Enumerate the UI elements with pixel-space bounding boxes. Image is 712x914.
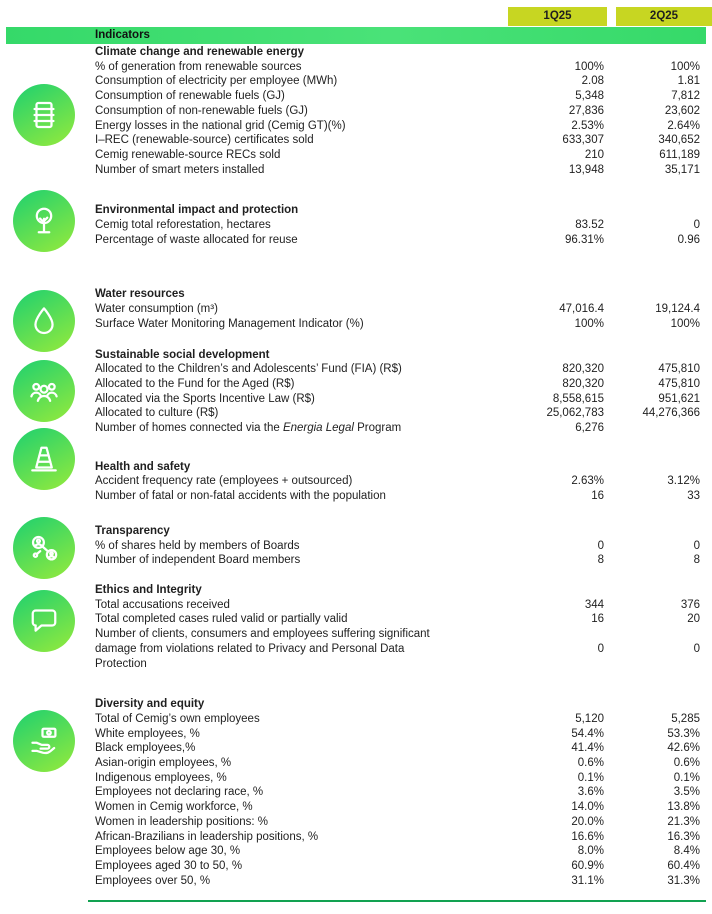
indicator-row bbox=[95, 474, 712, 489]
indicator-row bbox=[95, 377, 712, 392]
value-1q25: 41.4% bbox=[571, 742, 604, 755]
value-2q25: 35,171 bbox=[664, 163, 700, 176]
indicator-row bbox=[95, 844, 712, 859]
indicator-label: Consumption of renewable fuels (GJ) bbox=[95, 90, 285, 103]
indicator-label: Number of clients, consumers and employees suffering significant damage from violations related to Privacy and Personal Data Protection bbox=[95, 628, 430, 670]
hand-money-icon bbox=[13, 710, 75, 772]
value-2q25: 19,124.4 bbox=[655, 303, 700, 316]
water-drop-icon bbox=[13, 290, 75, 352]
indicator-label: Women in leadership positions: % bbox=[95, 815, 269, 828]
value-1q25: 47,016.4 bbox=[559, 303, 604, 316]
value-2q25: 42.6% bbox=[667, 742, 700, 755]
value-1q25: 16 bbox=[591, 613, 604, 626]
value-1q25: 2.08 bbox=[581, 75, 604, 88]
value-2q25: 475,810 bbox=[658, 377, 700, 390]
indicator-label: Cemig renewable-source RECs sold bbox=[95, 148, 281, 161]
value-2q25: 475,810 bbox=[658, 363, 700, 376]
section-heading: Water resources bbox=[95, 288, 185, 301]
value-2q25: 2.64% bbox=[667, 119, 700, 132]
indicator-label: Number of homes connected via the Energia Legal Program bbox=[95, 422, 402, 435]
section-heading: Diversity and equity bbox=[95, 698, 205, 711]
value-1q25: 16 bbox=[591, 490, 604, 503]
indicator-row bbox=[95, 859, 712, 874]
value-1q25: 60.9% bbox=[571, 859, 604, 872]
indicator-label: Energy losses in the national grid (Cemig GT)(%) bbox=[95, 119, 346, 132]
indicator-row bbox=[95, 489, 712, 504]
indicator-label: % of generation from renewable sources bbox=[95, 60, 302, 73]
indicator-row bbox=[95, 317, 712, 332]
indicator-label: Total completed cases ruled valid or partially valid bbox=[95, 613, 348, 626]
section-heading: Environmental impact and protection bbox=[95, 204, 299, 217]
indicator-label: Employees aged 30 to 50, % bbox=[95, 859, 243, 872]
board-network-icon bbox=[13, 517, 75, 579]
indicator-label: Allocated via the Sports Incentive Law (R$) bbox=[95, 392, 315, 405]
value-1q25: 210 bbox=[584, 148, 604, 161]
indicators-label: Indicators bbox=[95, 29, 150, 42]
value-1q25: 5,120 bbox=[575, 712, 604, 725]
value-1q25: 0.6% bbox=[577, 757, 604, 770]
value-1q25: 83.52 bbox=[575, 219, 604, 232]
indicator-label: Total accusations received bbox=[95, 598, 230, 611]
indicator-row bbox=[95, 302, 712, 317]
indicators-table bbox=[95, 45, 712, 888]
indicator-label: Total of Cemig’s own employees bbox=[95, 712, 260, 725]
indicator-row bbox=[95, 741, 712, 756]
value-1q25: 54.4% bbox=[571, 727, 604, 740]
indicator-label: African-Brazilians in leadership positions, % bbox=[95, 830, 319, 843]
value-2q25: 23,602 bbox=[664, 104, 700, 117]
section-6 bbox=[95, 524, 712, 568]
value-1q25: 16.6% bbox=[571, 830, 604, 843]
indicator-row bbox=[95, 874, 712, 889]
indicator-row bbox=[95, 712, 712, 727]
value-2q25: 44,276,366 bbox=[642, 407, 700, 420]
indicator-row bbox=[95, 133, 712, 148]
value-1q25: 2.53% bbox=[571, 119, 604, 132]
indicator-row bbox=[95, 756, 712, 771]
value-2q25: 7,812 bbox=[671, 90, 700, 103]
section-2 bbox=[95, 203, 712, 247]
value-1q25: 96.31% bbox=[564, 233, 604, 246]
value-2q25: 8 bbox=[693, 554, 700, 567]
indicator-row bbox=[95, 800, 712, 815]
indicator-row bbox=[95, 771, 712, 786]
indicator-label: Accident frequency rate (employees + outsourced) bbox=[95, 475, 353, 488]
indicator-row bbox=[95, 60, 712, 75]
traffic-cone-icon bbox=[13, 428, 75, 490]
indicator-row bbox=[95, 233, 712, 248]
indicator-row bbox=[95, 785, 712, 800]
value-2q25: 5,285 bbox=[671, 712, 700, 725]
indicator-row bbox=[95, 119, 712, 134]
value-2q25: 1.81 bbox=[677, 75, 700, 88]
value-2q25: 0.6% bbox=[673, 757, 700, 770]
indicator-label: Percentage of waste allocated for reuse bbox=[95, 233, 298, 246]
indicator-label: Water consumption (m³) bbox=[95, 303, 218, 316]
table-bottom-border bbox=[88, 900, 706, 902]
value-2q25: 100% bbox=[670, 317, 700, 330]
value-1q25: 2.63% bbox=[571, 475, 604, 488]
value-1q25: 14.0% bbox=[571, 801, 604, 814]
value-1q25: 633,307 bbox=[562, 134, 604, 147]
indicator-row bbox=[95, 421, 712, 436]
indicator-label: Asian-origin employees, % bbox=[95, 757, 232, 770]
value-2q25: 951,621 bbox=[658, 392, 700, 405]
value-2q25: 60.4% bbox=[667, 859, 700, 872]
indicator-label: I–REC (renewable-source) certificates sold bbox=[95, 134, 314, 147]
value-2q25: 31.3% bbox=[667, 874, 700, 887]
value-1q25: 6,276 bbox=[575, 422, 604, 435]
indicator-row bbox=[95, 598, 712, 613]
section-4 bbox=[95, 348, 712, 436]
speech-bubble-icon bbox=[13, 590, 75, 652]
section-heading: Transparency bbox=[95, 524, 170, 537]
value-2q25: 21.3% bbox=[667, 815, 700, 828]
indicator-label: Employees below age 30, % bbox=[95, 845, 241, 858]
value-2q25: 100% bbox=[670, 60, 700, 73]
column-header-2q25: 2Q25 bbox=[616, 7, 712, 26]
value-1q25: 13,948 bbox=[568, 163, 604, 176]
tree-icon bbox=[13, 190, 75, 252]
indicator-row bbox=[95, 406, 712, 421]
indicator-label: Indigenous employees, % bbox=[95, 771, 227, 784]
value-2q25: 53.3% bbox=[667, 727, 700, 740]
value-1q25: 31.1% bbox=[571, 874, 604, 887]
value-2q25: 0.1% bbox=[673, 771, 700, 784]
value-1q25: 100% bbox=[574, 317, 604, 330]
indicator-label: % of shares held by members of Boards bbox=[95, 539, 300, 552]
value-2q25: 3.12% bbox=[667, 475, 700, 488]
section-heading: Health and safety bbox=[95, 460, 191, 473]
value-2q25: 376 bbox=[680, 598, 700, 611]
value-2q25: 611,189 bbox=[659, 148, 700, 161]
value-1q25: 0 bbox=[597, 642, 604, 655]
indicator-row bbox=[95, 148, 712, 163]
indicator-row bbox=[95, 727, 712, 742]
value-1q25: 0 bbox=[597, 539, 604, 552]
value-1q25: 8,558,615 bbox=[552, 392, 604, 405]
indicator-row bbox=[95, 830, 712, 845]
indicator-row bbox=[95, 163, 712, 178]
section-1 bbox=[95, 45, 712, 177]
section-7 bbox=[95, 583, 712, 671]
indicator-label: Allocated to the Children’s and Adolescents’ Fund (FIA) (R$) bbox=[95, 363, 402, 376]
indicator-label: Allocated to the Fund for the Aged (R$) bbox=[95, 377, 295, 390]
indicator-row bbox=[95, 627, 712, 671]
indicator-label: White employees, % bbox=[95, 727, 200, 740]
value-1q25: 8 bbox=[597, 554, 604, 567]
value-1q25: 100% bbox=[574, 60, 604, 73]
indicator-row bbox=[95, 74, 712, 89]
indicator-row bbox=[95, 612, 712, 627]
indicator-row bbox=[95, 362, 712, 377]
value-1q25: 20.0% bbox=[571, 815, 604, 828]
section-5 bbox=[95, 460, 712, 504]
value-1q25: 344 bbox=[584, 598, 604, 611]
indicator-row bbox=[95, 539, 712, 554]
indicator-label: Cemig total reforestation, hectares bbox=[95, 219, 271, 232]
value-2q25: 13.8% bbox=[667, 801, 700, 814]
indicator-row bbox=[95, 89, 712, 104]
indicator-label: Number of fatal or non-fatal accidents with the population bbox=[95, 490, 386, 503]
indicator-row bbox=[95, 104, 712, 119]
indicator-label: Allocated to culture (R$) bbox=[95, 407, 219, 420]
indicator-row bbox=[95, 553, 712, 568]
value-2q25: 20 bbox=[687, 613, 700, 626]
value-1q25: 3.6% bbox=[577, 786, 604, 799]
value-1q25: 27,836 bbox=[568, 104, 604, 117]
indicator-row bbox=[95, 815, 712, 830]
value-1q25: 8.0% bbox=[577, 845, 604, 858]
value-2q25: 33 bbox=[687, 490, 700, 503]
value-2q25: 3.5% bbox=[673, 786, 700, 799]
indicators-header-bar bbox=[6, 27, 706, 44]
indicator-label: Consumption of electricity per employee (MWh) bbox=[95, 75, 338, 88]
column-header-1q25: 1Q25 bbox=[508, 7, 607, 26]
value-1q25: 25,062,783 bbox=[546, 407, 604, 420]
section-8 bbox=[95, 697, 712, 888]
indicator-label: Employees not declaring race, % bbox=[95, 786, 264, 799]
people-group-icon bbox=[13, 360, 75, 422]
section-heading: Sustainable social development bbox=[95, 348, 270, 361]
value-2q25: 0 bbox=[693, 642, 700, 655]
value-1q25: 5,348 bbox=[575, 90, 604, 103]
indicator-label: Number of smart meters installed bbox=[95, 163, 265, 176]
indicator-label: Employees over 50, % bbox=[95, 874, 211, 887]
value-1q25: 820,320 bbox=[562, 363, 604, 376]
indicator-label: Women in Cemig workforce, % bbox=[95, 801, 253, 814]
section-heading: Climate change and renewable energy bbox=[95, 46, 304, 58]
value-2q25: 0 bbox=[693, 539, 700, 552]
value-2q25: 340,652 bbox=[658, 134, 700, 147]
value-2q25: 0.96 bbox=[677, 233, 700, 246]
value-2q25: 8.4% bbox=[673, 845, 700, 858]
indicator-row bbox=[95, 392, 712, 407]
section-3 bbox=[95, 287, 712, 331]
oil-barrel-icon bbox=[13, 84, 75, 146]
section-heading: Ethics and Integrity bbox=[95, 583, 202, 596]
value-2q25: 0 bbox=[693, 219, 700, 232]
indicator-label: Surface Water Monitoring Management Indicator (%) bbox=[95, 317, 364, 330]
indicator-label: Black employees,% bbox=[95, 742, 196, 755]
value-1q25: 0.1% bbox=[577, 771, 604, 784]
value-1q25: 820,320 bbox=[562, 377, 604, 390]
indicator-label: Consumption of non-renewable fuels (GJ) bbox=[95, 104, 308, 117]
indicator-row bbox=[95, 218, 712, 233]
indicator-label: Number of independent Board members bbox=[95, 554, 301, 567]
value-2q25: 16.3% bbox=[667, 830, 700, 843]
